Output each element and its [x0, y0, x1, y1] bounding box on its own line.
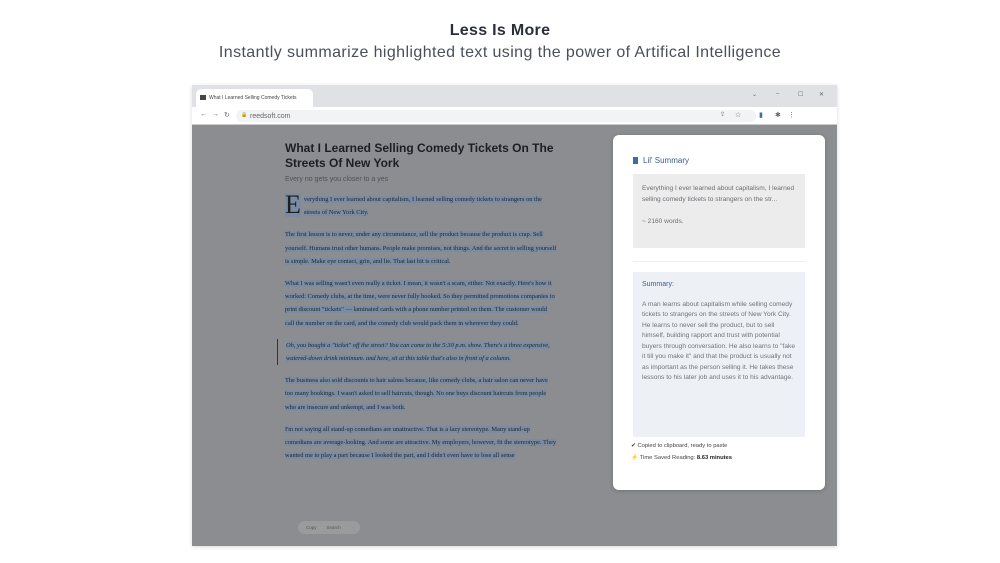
time-saved [631, 455, 805, 461]
share-icon[interactable]: ⇪ [720, 112, 726, 118]
minimize-icon[interactable]: – [776, 91, 780, 97]
page-content [192, 125, 837, 546]
hero-header [0, 22, 1000, 62]
article-paragraph[interactable] [285, 228, 557, 268]
browser-tab[interactable] [196, 89, 313, 107]
tab-bar [192, 85, 837, 107]
hero-subtitle: Instantly summarize highlighted text using the power of Artifical Intelligence [218, 44, 782, 61]
paragraph-text: The business also sold discounts to hair salons because, like comedy clubs, a hair salon can never have too many bookings. I wasn't asked to sell haircuts, though. No one buys discount haircuts from people who are insecure and unkempt, and I was both. [285, 377, 548, 411]
maximize-icon[interactable]: ☐ [798, 92, 804, 98]
back-icon[interactable]: ← [200, 111, 207, 118]
panel-title: Lil' Summary [643, 156, 689, 165]
article [285, 141, 557, 471]
copy-button[interactable]: Copy [306, 525, 317, 530]
panel-header [633, 156, 805, 165]
menu-icon[interactable]: ⋮ [788, 112, 795, 119]
copied-text: Copied to clipboard, ready to paste [637, 443, 728, 449]
url-text: reedsoft.com [250, 113, 291, 120]
article-paragraph[interactable] [285, 190, 557, 219]
article-blockquote[interactable] [277, 339, 557, 365]
time-value: 8.63 minutes [696, 455, 733, 461]
quote-text: Oh, you bought a "ticket" off the street? You can come to the 5:30 p.m. show. There's a three expensive, watered-down drink minimum. and here, sit at this table that's also in front of a column. [286, 341, 550, 363]
paragraph-text: verything I ever learned about capitalism, I learned selling comedy tickets to strangers on the streets of New York City. [303, 196, 542, 217]
reload-icon[interactable]: ↻ [224, 112, 230, 119]
browser-window [192, 85, 837, 546]
original-text-box [633, 174, 805, 248]
paragraph-text: What I was selling wasn't even really a ticket. I mean, it wasn't a scam, either. Not exactly. Here's how it worked: Comedy clubs, at the time, were never fully booked. So they permitted promotions companies to print discount "tickets" — laminated cards with a phone number printed on them. The customer would call the number on the card, and the comedy club would pack them in wherever they could. [285, 280, 555, 327]
paragraph-text: I'm not saying all stand-up comedians are unattractive. That is a lazy stereotype. Many stand-up comedians are average-looking. And some are attractive. My employers, however, fit the stereotype. They wanted me to play a part because I looked the part, and I didn't even have to lose all sense [285, 425, 557, 460]
summary-panel [613, 135, 825, 490]
forward-icon[interactable]: → [212, 111, 219, 118]
lock-icon: 🔒 [241, 112, 248, 118]
check-icon: ✔ [631, 443, 636, 449]
word-count: ~ 2160 words. [642, 218, 684, 225]
article-paragraph[interactable] [285, 423, 557, 463]
article-paragraph[interactable] [285, 277, 557, 330]
search-button[interactable]: Search [326, 525, 341, 530]
summary-box[interactable] [633, 272, 805, 437]
article-title: What I Learned Selling Comedy Tickets On The Streets Of New York [285, 141, 554, 170]
extensions-puzzle-icon[interactable]: ✱ [775, 112, 781, 119]
extension-logo-icon [633, 157, 638, 164]
drop-cap: E [285, 190, 301, 219]
selection-popup [298, 521, 360, 534]
close-icon[interactable]: ✕ [819, 92, 825, 98]
article-paragraph[interactable] [285, 374, 557, 414]
tab-search-icon[interactable]: ⌄ [752, 92, 758, 98]
time-label: Time Saved Reading: [639, 455, 696, 461]
favicon-icon [200, 95, 206, 100]
tab-title: What I Learned Selling Comedy Tickets [209, 95, 297, 101]
divider [633, 261, 805, 262]
bookmark-star-icon[interactable]: ☆ [735, 112, 742, 119]
hero-title: Less Is More [449, 22, 551, 39]
summary-label: Summary: [642, 281, 674, 288]
copied-status [631, 443, 805, 449]
paragraph-text: The first lesson is to never, under any circumstance, sell the product because the product is crap. Sell yourself. Humans trust other humans. People make promises, not things. And the secret to selling yourself is simple. Make eye contact, grin, and lie. That last bit is critical. [285, 231, 557, 265]
extension-icon[interactable]: ▮ [759, 112, 763, 119]
address-bar-row [192, 107, 837, 125]
article-subtitle: Every no gets you closer to a yes [285, 176, 389, 183]
summary-text: A man learns about capitalism while selling comedy tickets to strangers on the streets of New York City. He learns to never sell the product, but to sell himself, building rapport and trust with potential buyers through conversation. He also learns to "fake it till you make it" and that the product is usually not as important as the person selling it. He takes these lessons to his later job and uses it to his advantage. [642, 300, 795, 381]
lightning-icon: ⚡ [631, 455, 639, 461]
original-excerpt: Everything I ever learned about capitalism, I learned selling comedy tickets to strangers on the str... [642, 185, 795, 203]
url-input[interactable] [236, 110, 756, 122]
